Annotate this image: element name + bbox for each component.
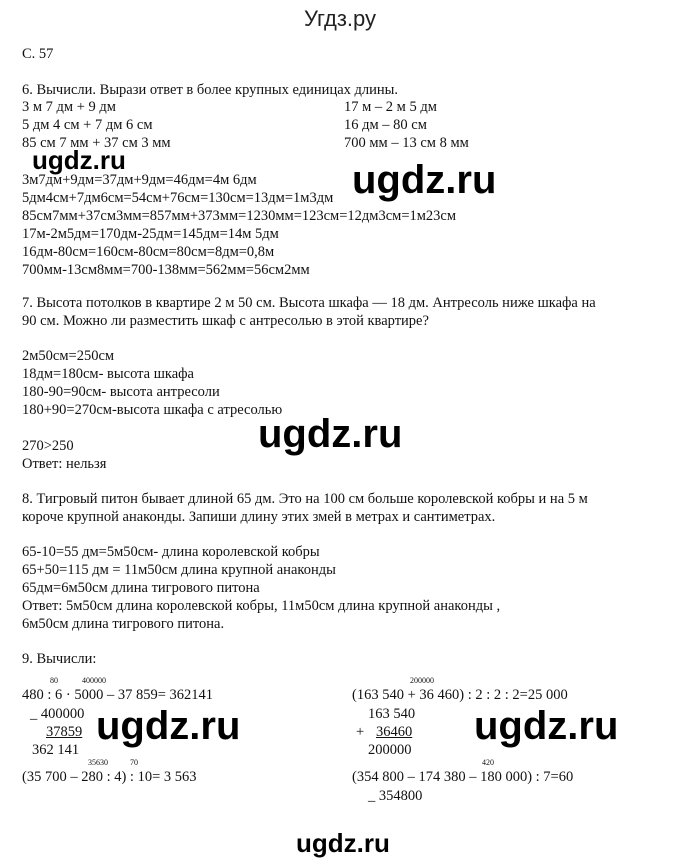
task8-title-line2: короче крупной анаконды. Запиши длину этих змей в метрах и сантиметрах. bbox=[22, 509, 496, 525]
task6-expr-left-3: 85 см 7 мм + 37 см 3 мм bbox=[22, 135, 171, 151]
task9-left-note-4: 70 bbox=[130, 758, 138, 767]
watermark: ugdz.ru bbox=[474, 704, 619, 748]
task7-title-line1: 7. Высота потолков в квартире 2 м 50 см. Высота шкафа — 18 дм. Антресоль ниже шкафа на bbox=[22, 295, 596, 311]
watermark: ugdz.ru bbox=[96, 704, 241, 748]
site-title: Угдз.ру bbox=[303, 6, 377, 31]
task6-expr-left-2: 5 дм 4 см + 7 дм 6 см bbox=[22, 117, 153, 133]
task9-left-column-result: 362 141 bbox=[32, 742, 80, 758]
task9-title: 9. Вычисли: bbox=[22, 651, 97, 667]
task9-right-column-plus: + bbox=[356, 724, 365, 740]
task6-solution-4: 17м-2м5дм=170дм-25дм=145дм=14м 5дм bbox=[22, 226, 279, 242]
task9-left-expression-2: (35 700 – 280 : 4) : 10= 3 563 bbox=[22, 769, 197, 785]
task6-solution-6: 700мм-13см8мм=700-138мм=562мм=56см2мм bbox=[22, 262, 310, 278]
task8-solution-2: 65+50=115 дм = 11м50см длина крупной анаконды bbox=[22, 562, 336, 578]
task6-expr-left-1: 3 м 7 дм + 9 дм bbox=[22, 99, 116, 115]
task7-compare: 270>250 bbox=[22, 438, 74, 454]
task9-right-note-1: 200000 bbox=[410, 676, 434, 685]
task9-left-expression-1: 480 : 6 · 5000 – 37 859= 362141 bbox=[22, 687, 214, 703]
task6-solution-5: 16дм-80см=160см-80см=80см=8дм=0,8м bbox=[22, 244, 275, 260]
task8-solution-3: 65дм=6м50см длина тигрового питона bbox=[22, 580, 260, 596]
task8-answer-line1: Ответ: 5м50см длина королевской кобры, 11м50см длина крупной анаконды , bbox=[22, 598, 501, 614]
task6-solution-1: 3м7дм+9дм=37дм+9дм=46дм=4м 6дм bbox=[22, 172, 257, 188]
task8-solution-1: 65-10=55 дм=5м50см- длина королевской кобры bbox=[22, 544, 320, 560]
footer-watermark: ugdz.ru bbox=[296, 828, 390, 858]
task9-right-column-addend-1: 163 540 bbox=[368, 706, 416, 722]
task9-right-expression-1: (163 540 + 36 460) : 2 : 2 : 2=25 000 bbox=[352, 687, 568, 703]
task8-answer-line2: 6м50см длина тигрового питона. bbox=[22, 616, 225, 632]
page-reference: С. 57 bbox=[22, 46, 54, 62]
task6-expr-right-1: 17 м – 2 м 5 дм bbox=[344, 99, 437, 115]
watermark: ugdz.ru bbox=[258, 412, 403, 456]
task9-left-column-minuend: _ 400000 bbox=[30, 706, 85, 722]
task8-title-line1: 8. Тигровый питон бывает длиной 65 дм. Это на 100 см больше королевской кобры и на 5 м bbox=[22, 491, 588, 507]
task9-left-note-1: 80 bbox=[50, 676, 58, 685]
task6-solution-2: 5дм4см+7дм6см=54см+76см=130см=13дм=1м3дм bbox=[22, 190, 334, 206]
task9-left-note-2: 400000 bbox=[82, 676, 106, 685]
task9-right-column-minuend: _ 354800 bbox=[368, 788, 423, 804]
task7-title-line2: 90 см. Можно ли разместить шкаф с антресолью в этой квартире? bbox=[22, 313, 429, 329]
task9-right-column-addend-2: 36460 bbox=[376, 724, 413, 740]
task7-solution-1: 2м50см=250см bbox=[22, 348, 115, 364]
task9-right-column-result: 200000 bbox=[368, 742, 412, 758]
task6-title: 6. Вычисли. Вырази ответ в более крупных единицах длины. bbox=[22, 82, 399, 98]
task7-solution-2: 18дм=180см- высота шкафа bbox=[22, 366, 194, 382]
watermark: ugdz.ru bbox=[32, 145, 126, 175]
task7-solution-3: 180-90=90см- высота антресоли bbox=[22, 384, 220, 400]
task9-right-expression-2: (354 800 – 174 380 – 180 000) : 7=60 bbox=[352, 769, 574, 785]
task6-expr-right-3: 700 мм – 13 см 8 мм bbox=[344, 135, 469, 151]
task9-right-note-2: 420 bbox=[482, 758, 494, 767]
task9-left-note-3: 35630 bbox=[88, 758, 108, 767]
task6-expr-right-2: 16 дм – 80 см bbox=[344, 117, 427, 133]
task6-solution-3: 85см7мм+37см3мм=857мм+373мм=1230мм=123см=12дм3см=1м23см bbox=[22, 208, 457, 224]
watermark: ugdz.ru bbox=[352, 158, 497, 202]
task7-answer: Ответ: нельзя bbox=[22, 456, 107, 472]
task7-solution-4: 180+90=270см-высота шкафа с атресолью bbox=[22, 402, 283, 418]
task9-left-column-subtrahend: 37859 bbox=[46, 724, 83, 740]
